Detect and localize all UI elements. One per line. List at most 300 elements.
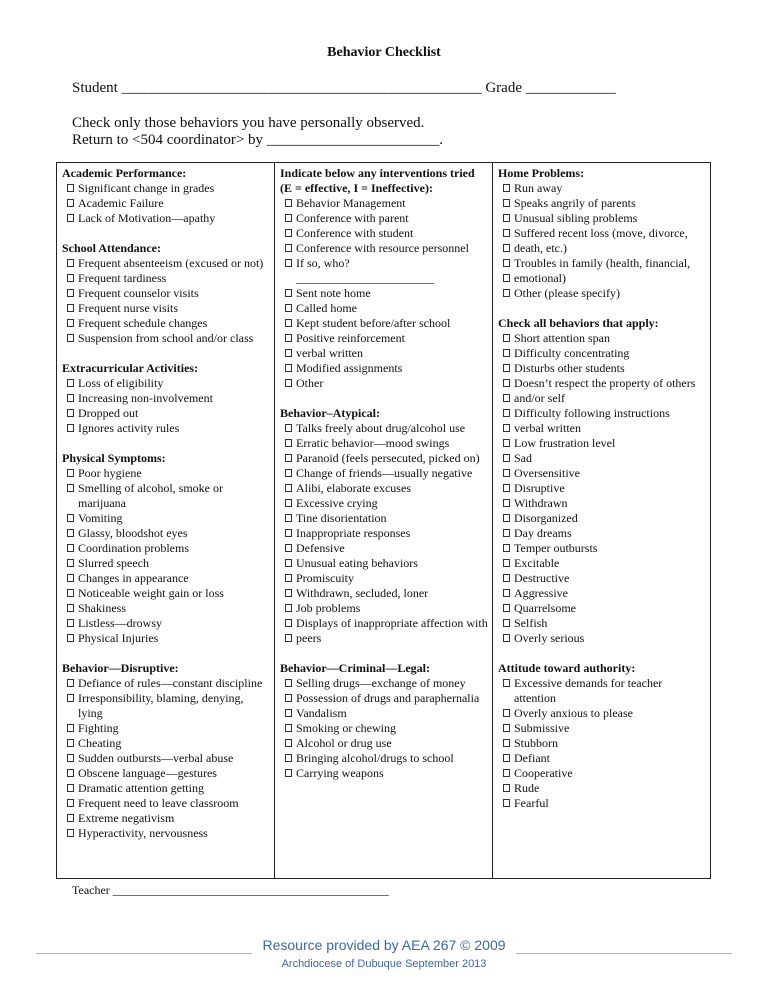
checklist-items [498,331,706,646]
checklist-item-label: Difficulty concentrating [514,346,630,360]
checklist-item [498,766,706,781]
checkbox[interactable] [67,214,74,222]
footer-rule-left [36,953,252,954]
checklist-section [280,166,488,391]
checklist-item-label: Defensive [296,541,345,555]
checkbox[interactable] [67,484,74,492]
section-title: Extracurricular Activities: [62,361,199,375]
checkbox[interactable] [67,184,74,192]
checklist-item [280,376,488,391]
checklist-item [498,601,706,616]
checklist-items [498,676,706,811]
checklist-item [498,736,706,751]
section-title: School Attendance: [62,241,161,255]
checklist-item-label: Behavior Management [296,196,406,210]
checkbox[interactable] [67,769,74,777]
checklist-item-label: Cheating [78,736,122,750]
checklist-item-label: Day dreams [514,526,572,540]
checklist-item [62,556,270,571]
checklist-item-label: Aggressive [514,586,568,600]
checklist-item-label: Frequent need to leave classroom [78,796,239,810]
checklist-item [280,511,488,526]
section-title: Home Problems: [498,166,585,180]
checkbox[interactable] [285,514,292,522]
checkbox[interactable] [67,304,74,312]
checklist-item [498,466,706,481]
checklist-item-label: Disorganized [514,511,578,525]
checkbox[interactable] [503,604,510,612]
section-title: Academic Performance: [62,166,187,180]
checklist-item-label: Talks freely about drug/alcohol use [296,421,466,435]
checklist-item-label: Defiance of rules—constant discipline [78,676,263,690]
checklist-section [62,661,270,841]
checklist-item-label: death, etc.) [514,241,567,255]
checklist-item [498,781,706,796]
checklist-item-label: Vandalism [296,706,347,720]
checkbox[interactable] [503,394,510,402]
checklist-item-label: Paranoid (feels persecuted, picked on) [296,451,480,465]
checklist-item [280,541,488,556]
checklist-item-label: Obscene language—gestures [78,766,217,780]
checklist-item [62,571,270,586]
checkbox[interactable] [285,709,292,717]
checklist-item-label: Loss of eligibility [78,376,164,390]
checklist-item-label: Poor hygiene [78,466,142,480]
checkbox[interactable] [67,319,74,327]
checklist-item [280,241,488,256]
checklist-item-label: Called home [296,301,357,315]
checklist-item-label: Tine disorientation [296,511,387,525]
checklist-section [62,361,270,436]
checklist-item [280,466,488,481]
checklist-item [498,331,706,346]
checklist-section [62,241,270,346]
checklist-item [498,256,706,271]
checklist-item-label: Significant change in grades [78,181,215,195]
checkbox[interactable] [503,589,510,597]
checklist-item-label: Possession of drugs and paraphernalia [296,691,480,705]
checklist-item-label: Oversensitive [514,466,580,480]
checklist-item [280,256,488,271]
checklist-item-label: Listless—drowsy [78,616,162,630]
footer-organization: Archdiocese of Dubuque September 2013 [281,958,487,970]
checklist-item [62,421,270,436]
instructions [72,115,443,149]
checklist-item-label: Overly anxious to please [514,706,633,720]
checkbox[interactable] [67,814,74,822]
checklist-item-label: Other [296,376,324,390]
checklist-item [62,691,270,721]
checkbox[interactable] [285,634,292,642]
checkbox[interactable] [285,769,292,777]
checklist-item [62,826,270,841]
checklist-item-label: Ignores activity rules [78,421,180,435]
checklist-item-label: Kept student before/after school [296,316,451,330]
instruction-line: Return to <504 coordinator> by _______________________. [72,132,444,148]
checklist-item-label: Frequent nurse visits [78,301,178,315]
checklist-item [62,751,270,766]
checklist-item-label: Withdrawn, secluded, loner [296,586,429,600]
checkbox[interactable] [503,214,510,222]
checklist-item [498,481,706,496]
checklist-item-label: Frequent schedule changes [78,316,208,330]
checkbox[interactable] [503,709,510,717]
checklist-item [280,211,488,226]
checklist-item-label: Inappropriate responses [296,526,411,540]
checklist-items [280,421,488,646]
checkbox[interactable] [285,529,292,537]
checkbox[interactable] [285,544,292,552]
checkbox[interactable] [67,679,74,687]
checklist-item [280,451,488,466]
checklist-item-label: Smelling of alcohol, smoke or marijuana [78,481,223,510]
checkbox[interactable] [67,274,74,282]
checklist-item-label: peers [296,631,322,645]
checkbox[interactable] [67,634,74,642]
checklist-item [498,751,706,766]
checkbox[interactable] [285,334,292,342]
checkbox[interactable] [503,409,510,417]
checklist-item-label: Academic Failure [78,196,164,210]
checkbox[interactable] [67,544,74,552]
checklist-item-label: Irresponsibility, blaming, denying, lying [78,691,244,720]
checklist-item [498,241,706,256]
checklist-item [498,421,706,436]
checklist-table [56,162,711,879]
checkbox[interactable] [285,724,292,732]
checkbox[interactable] [503,379,510,387]
checkbox[interactable] [67,424,74,432]
checklist-item-label: Disruptive [514,481,565,495]
checklist-item-label: Noticeable weight gain or loss [78,586,224,600]
checklist-item-label: Excessive crying [296,496,378,510]
checklist-item-label: Disturbs other students [514,361,625,375]
checklist-item-label: Suspension from school and/or class [78,331,254,345]
checklist-item [280,736,488,751]
checkbox[interactable] [285,739,292,747]
checklist-item [62,676,270,691]
checkbox[interactable] [503,424,510,432]
checklist-item [62,811,270,826]
checklist-item [280,436,488,451]
checklist-item-label: Destructive [514,571,570,585]
checklist-item [62,301,270,316]
checklist-item [280,481,488,496]
checkbox[interactable] [285,604,292,612]
checklist-item-label: Stubborn [514,736,559,750]
instruction-line: Check only those behaviors you have personally observed. [72,115,425,131]
checklist-item-label: Other (please specify) [514,286,620,300]
checkbox[interactable] [285,199,292,207]
checklist-item [62,406,270,421]
checklist-item [280,556,488,571]
checkbox[interactable] [67,259,74,267]
checkbox[interactable] [503,529,510,537]
checkbox[interactable] [503,199,510,207]
checklist-items [280,196,488,271]
checkbox[interactable] [285,589,292,597]
checklist-item [280,571,488,586]
checkbox[interactable] [285,574,292,582]
checklist-item-label: Hyperactivity, nervousness [78,826,208,840]
checklist-item-label: Dropped out [78,406,139,420]
checklist-item [498,616,706,631]
checkbox[interactable] [285,259,292,267]
checkbox[interactable] [285,439,292,447]
checklist-item [62,466,270,481]
checkbox[interactable] [285,304,292,312]
checkbox[interactable] [285,484,292,492]
checklist-item-label: verbal written [296,346,363,360]
checklist-item [280,616,488,631]
checklist-item-label: Cooperative [514,766,573,780]
checkbox[interactable] [67,289,74,297]
checklist-item-label: Suffered recent loss (move, divorce, [514,226,688,240]
checklist-item [498,676,706,706]
checkbox[interactable] [503,469,510,477]
checkbox[interactable] [503,244,510,252]
checkbox[interactable] [67,199,74,207]
checkbox[interactable] [503,634,510,642]
checkbox[interactable] [503,754,510,762]
checklist-item-label: Slurred speech [78,556,149,570]
checkbox[interactable] [285,424,292,432]
checklist-item [62,391,270,406]
checklist-item [62,766,270,781]
checklist-item-label: Alcohol or drug use [296,736,392,750]
checklist-item [280,586,488,601]
checklist-item [62,541,270,556]
checklist-item-label: Job problems [296,601,361,615]
checklist-item-label: Conference with student [296,226,414,240]
checkbox[interactable] [67,784,74,792]
checklist-item-label: Excessive demands for teacher attention [514,676,663,705]
checkbox[interactable] [503,799,510,807]
checklist-item [62,376,270,391]
checklist-item-label: Shakiness [78,601,126,615]
checklist-item-label: Alibi, elaborate excuses [296,481,411,495]
checkbox[interactable] [67,604,74,612]
fill-in-blank: _______________________ [296,271,434,285]
checkbox[interactable] [285,289,292,297]
checklist-items [62,676,270,841]
checklist-item [498,271,706,286]
checklist-item [280,226,488,241]
checkbox[interactable] [503,724,510,732]
checkbox[interactable] [503,364,510,372]
checkbox[interactable] [503,439,510,447]
checkbox[interactable] [285,499,292,507]
checkbox[interactable] [285,364,292,372]
checklist-item [62,526,270,541]
checklist-item [62,616,270,631]
checkbox[interactable] [503,229,510,237]
checkbox[interactable] [285,319,292,327]
checklist-item [280,676,488,691]
checklist-item [498,211,706,226]
checkbox[interactable] [67,409,74,417]
checkbox[interactable] [285,379,292,387]
checklist-item [280,751,488,766]
checkbox[interactable] [503,274,510,282]
checkbox[interactable] [503,559,510,567]
checklist-items [280,286,488,391]
checkbox[interactable] [67,739,74,747]
checklist-item [498,286,706,301]
checkbox[interactable] [67,514,74,522]
checkbox[interactable] [503,769,510,777]
checklist-item [280,286,488,301]
checklist-item-label: If so, who? [296,256,350,270]
checklist-item-label: Modified assignments [296,361,403,375]
checkbox[interactable] [67,334,74,342]
checklist-item [62,511,270,526]
checkbox[interactable] [503,259,510,267]
checkbox[interactable] [503,484,510,492]
checklist-item-label: Selfish [514,616,548,630]
section-title: Indicate below any interventions tried (E = effective, I = Ineffective): [280,166,475,195]
checkbox[interactable] [503,289,510,297]
footer-rule-right [516,953,732,954]
checkbox[interactable] [67,529,74,537]
checkbox[interactable] [503,334,510,342]
checkbox[interactable] [285,754,292,762]
checkbox[interactable] [67,394,74,402]
checklist-section [280,406,488,646]
checklist-item-label: Sudden outbursts—verbal abuse [78,751,234,765]
checklist-item-label: Smoking or chewing [296,721,396,735]
checkbox[interactable] [503,679,510,687]
checkbox[interactable] [503,574,510,582]
checklist-items [280,676,488,781]
checklist-item [62,601,270,616]
section-title: Behavior–Atypical: [280,406,380,420]
section-title: Behavior—Disruptive: [62,661,179,675]
checkbox[interactable] [285,679,292,687]
checklist-item [280,196,488,211]
checklist-item [498,376,706,391]
checkbox[interactable] [67,694,74,702]
section-title: Check all behaviors that apply: [498,316,659,330]
checklist-item [498,226,706,241]
checklist-column [493,163,711,879]
checklist-item [62,271,270,286]
checklist-item [498,721,706,736]
checklist-item [498,586,706,601]
checkbox[interactable] [285,244,292,252]
checklist-item [62,796,270,811]
checkbox[interactable] [67,379,74,387]
checkbox[interactable] [503,544,510,552]
checklist-section [498,316,706,646]
checklist-item [62,721,270,736]
checklist-item [498,631,706,646]
checklist-item [62,316,270,331]
checklist-item-label: Fearful [514,796,549,810]
checklist-items [62,376,270,436]
checklist-items [62,256,270,346]
checklist-section [280,661,488,781]
checklist-item-label: Changes in appearance [78,571,189,585]
checkbox[interactable] [503,784,510,792]
checklist-item-label: Glassy, bloodshot eyes [78,526,188,540]
checklist-item-label: Low frustration level [514,436,616,450]
checkbox[interactable] [285,454,292,462]
checklist-item-label: Change of friends—usually negative [296,466,473,480]
checklist-item-label: Unusual eating behaviors [296,556,418,570]
checkbox[interactable] [67,754,74,762]
checkbox[interactable] [67,574,74,582]
checkbox[interactable] [503,184,510,192]
checklist-items [498,181,706,301]
checklist-item [280,421,488,436]
checklist-section [498,661,706,811]
checklist-item [498,511,706,526]
checklist-item-label: Unusual sibling problems [514,211,638,225]
checklist-item [280,706,488,721]
checkbox[interactable] [67,589,74,597]
checkbox[interactable] [285,559,292,567]
checkbox[interactable] [67,469,74,477]
checklist-item-label: Doesn’t respect the property of others [514,376,696,390]
checkbox[interactable] [503,619,510,627]
checkbox[interactable] [285,694,292,702]
checkbox[interactable] [67,619,74,627]
checklist-item [280,601,488,616]
checklist-item-label: Excitable [514,556,560,570]
checklist-item [62,781,270,796]
checkbox[interactable] [67,829,74,837]
checkbox[interactable] [285,619,292,627]
checkbox[interactable] [503,739,510,747]
checklist-item [498,541,706,556]
checkbox[interactable] [503,514,510,522]
checkbox[interactable] [503,499,510,507]
checklist-item-label: Rude [514,781,540,795]
checklist-item-label: Sent note home [296,286,371,300]
checkbox[interactable] [67,559,74,567]
checkbox[interactable] [285,214,292,222]
checklist-item [62,196,270,211]
checklist-item-label: Extreme negativism [78,811,175,825]
checklist-item [280,631,488,646]
checklist-item [62,631,270,646]
checkbox[interactable] [67,724,74,732]
checklist-item [280,526,488,541]
checkbox[interactable] [503,349,510,357]
checklist-item-label: Frequent absenteeism (excused or not) [78,256,264,270]
checklist-item-label: Withdrawn [514,496,568,510]
checkbox[interactable] [285,469,292,477]
checklist-item-label: Troubles in family (health, financial, [514,256,691,270]
section-title: Behavior—Criminal—Legal: [280,661,430,675]
checklist-item-label: Increasing non-involvement [78,391,213,405]
checkbox[interactable] [285,349,292,357]
checklist-item [280,301,488,316]
checklist-item [498,361,706,376]
checklist-item-label: Physical Injuries [78,631,159,645]
checklist-section [62,166,270,226]
checklist-item [498,706,706,721]
checkbox[interactable] [67,799,74,807]
checklist-item-label: verbal written [514,421,581,435]
checklist-section [498,166,706,301]
checklist-item [498,436,706,451]
checklist-item [498,526,706,541]
checklist-item [280,331,488,346]
checkbox[interactable] [503,454,510,462]
checkbox[interactable] [285,229,292,237]
